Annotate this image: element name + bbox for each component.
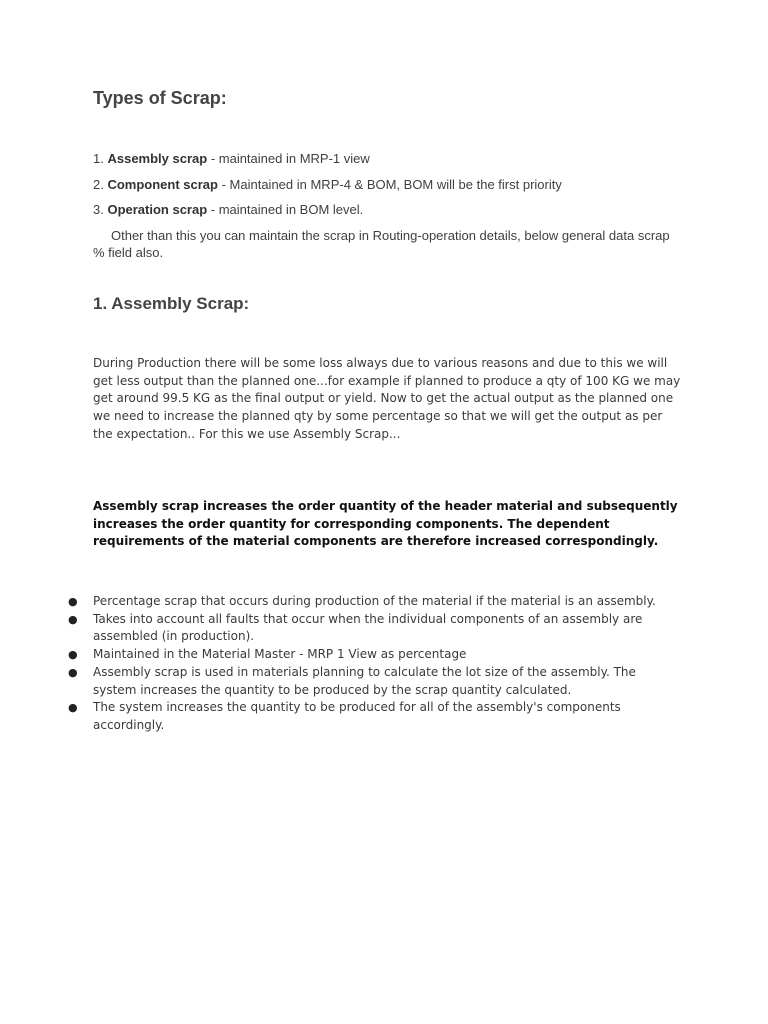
scrap-type-number: 1. [93, 151, 108, 166]
list-item-text: The system increases the quantity to be produced for all of the assembly's components accordingly. [93, 700, 621, 732]
bullet-icon: ● [68, 701, 78, 715]
list-item [68, 664, 683, 699]
list-item-text: Percentage scrap that occurs during production of the material if the material is an assembly. [93, 594, 656, 608]
list-item-text: Maintained in the Material Master - MRP 1 View as percentage [93, 647, 467, 662]
scrap-type-name: Component scrap [107, 177, 218, 192]
assembly-scrap-intro: During Production there will be some loss always due to various reasons and due to this we will get less output than the planned one...for example if planned to produce a qty of 100 KG we may get around 99.5 KG as the final output or yield. Now to get the actual output as the planned one we need to increase the planned qty by some percentage so that we will get the output as per the expectation.. For this we use Assembly Scrap... [93, 356, 681, 441]
scrap-type-item-2 [93, 177, 562, 192]
assembly-scrap-definition: Assembly scrap increases the order quantity of the header material and subsequently increases the order quantity for corresponding components. The dependent requirements of the material components are therefore increased correspondingly. [93, 499, 678, 549]
list-item [68, 646, 683, 664]
other-scrap-note-text: Other than this you can maintain the scrap in Routing-operation details, below general data scrap % field also. [93, 228, 670, 260]
scrap-type-name: Operation scrap [107, 202, 208, 217]
scrap-type-desc: - maintained in BOM level. [207, 202, 364, 217]
scrap-type-desc: - Maintained in MRP-4 & BOM, BOM will be the first priority [217, 177, 562, 192]
scrap-type-item-3 [93, 202, 363, 217]
scrap-type-desc: - maintained in MRP-1 view [207, 151, 370, 166]
list-item [68, 699, 683, 734]
list-item [68, 611, 683, 646]
page-title: Types of Scrap: [93, 88, 227, 108]
section-heading-assembly-scrap: 1. Assembly Scrap: [93, 294, 250, 313]
scrap-type-number: 3. [93, 202, 108, 217]
scrap-type-number: 2. [93, 177, 108, 192]
bullet-icon: ● [68, 665, 78, 679]
bullet-icon: ● [68, 648, 78, 662]
list-item-text: Takes into account all faults that occur when the individual components of an assembly are assembled (in production). [93, 611, 643, 644]
scrap-type-name: Assembly scrap [107, 151, 208, 166]
other-scrap-note [93, 227, 673, 261]
bullet-icon: ● [68, 612, 78, 626]
list-item [68, 593, 683, 611]
assembly-scrap-bullet-list [68, 593, 683, 735]
bullet-icon: ● [68, 595, 78, 608]
scrap-type-item-1 [93, 151, 370, 166]
list-item-text: Assembly scrap is used in materials planning to calculate the lot size of the assembly. The system increases the quantity to be produced by the scrap quantity calculated. [93, 664, 636, 697]
